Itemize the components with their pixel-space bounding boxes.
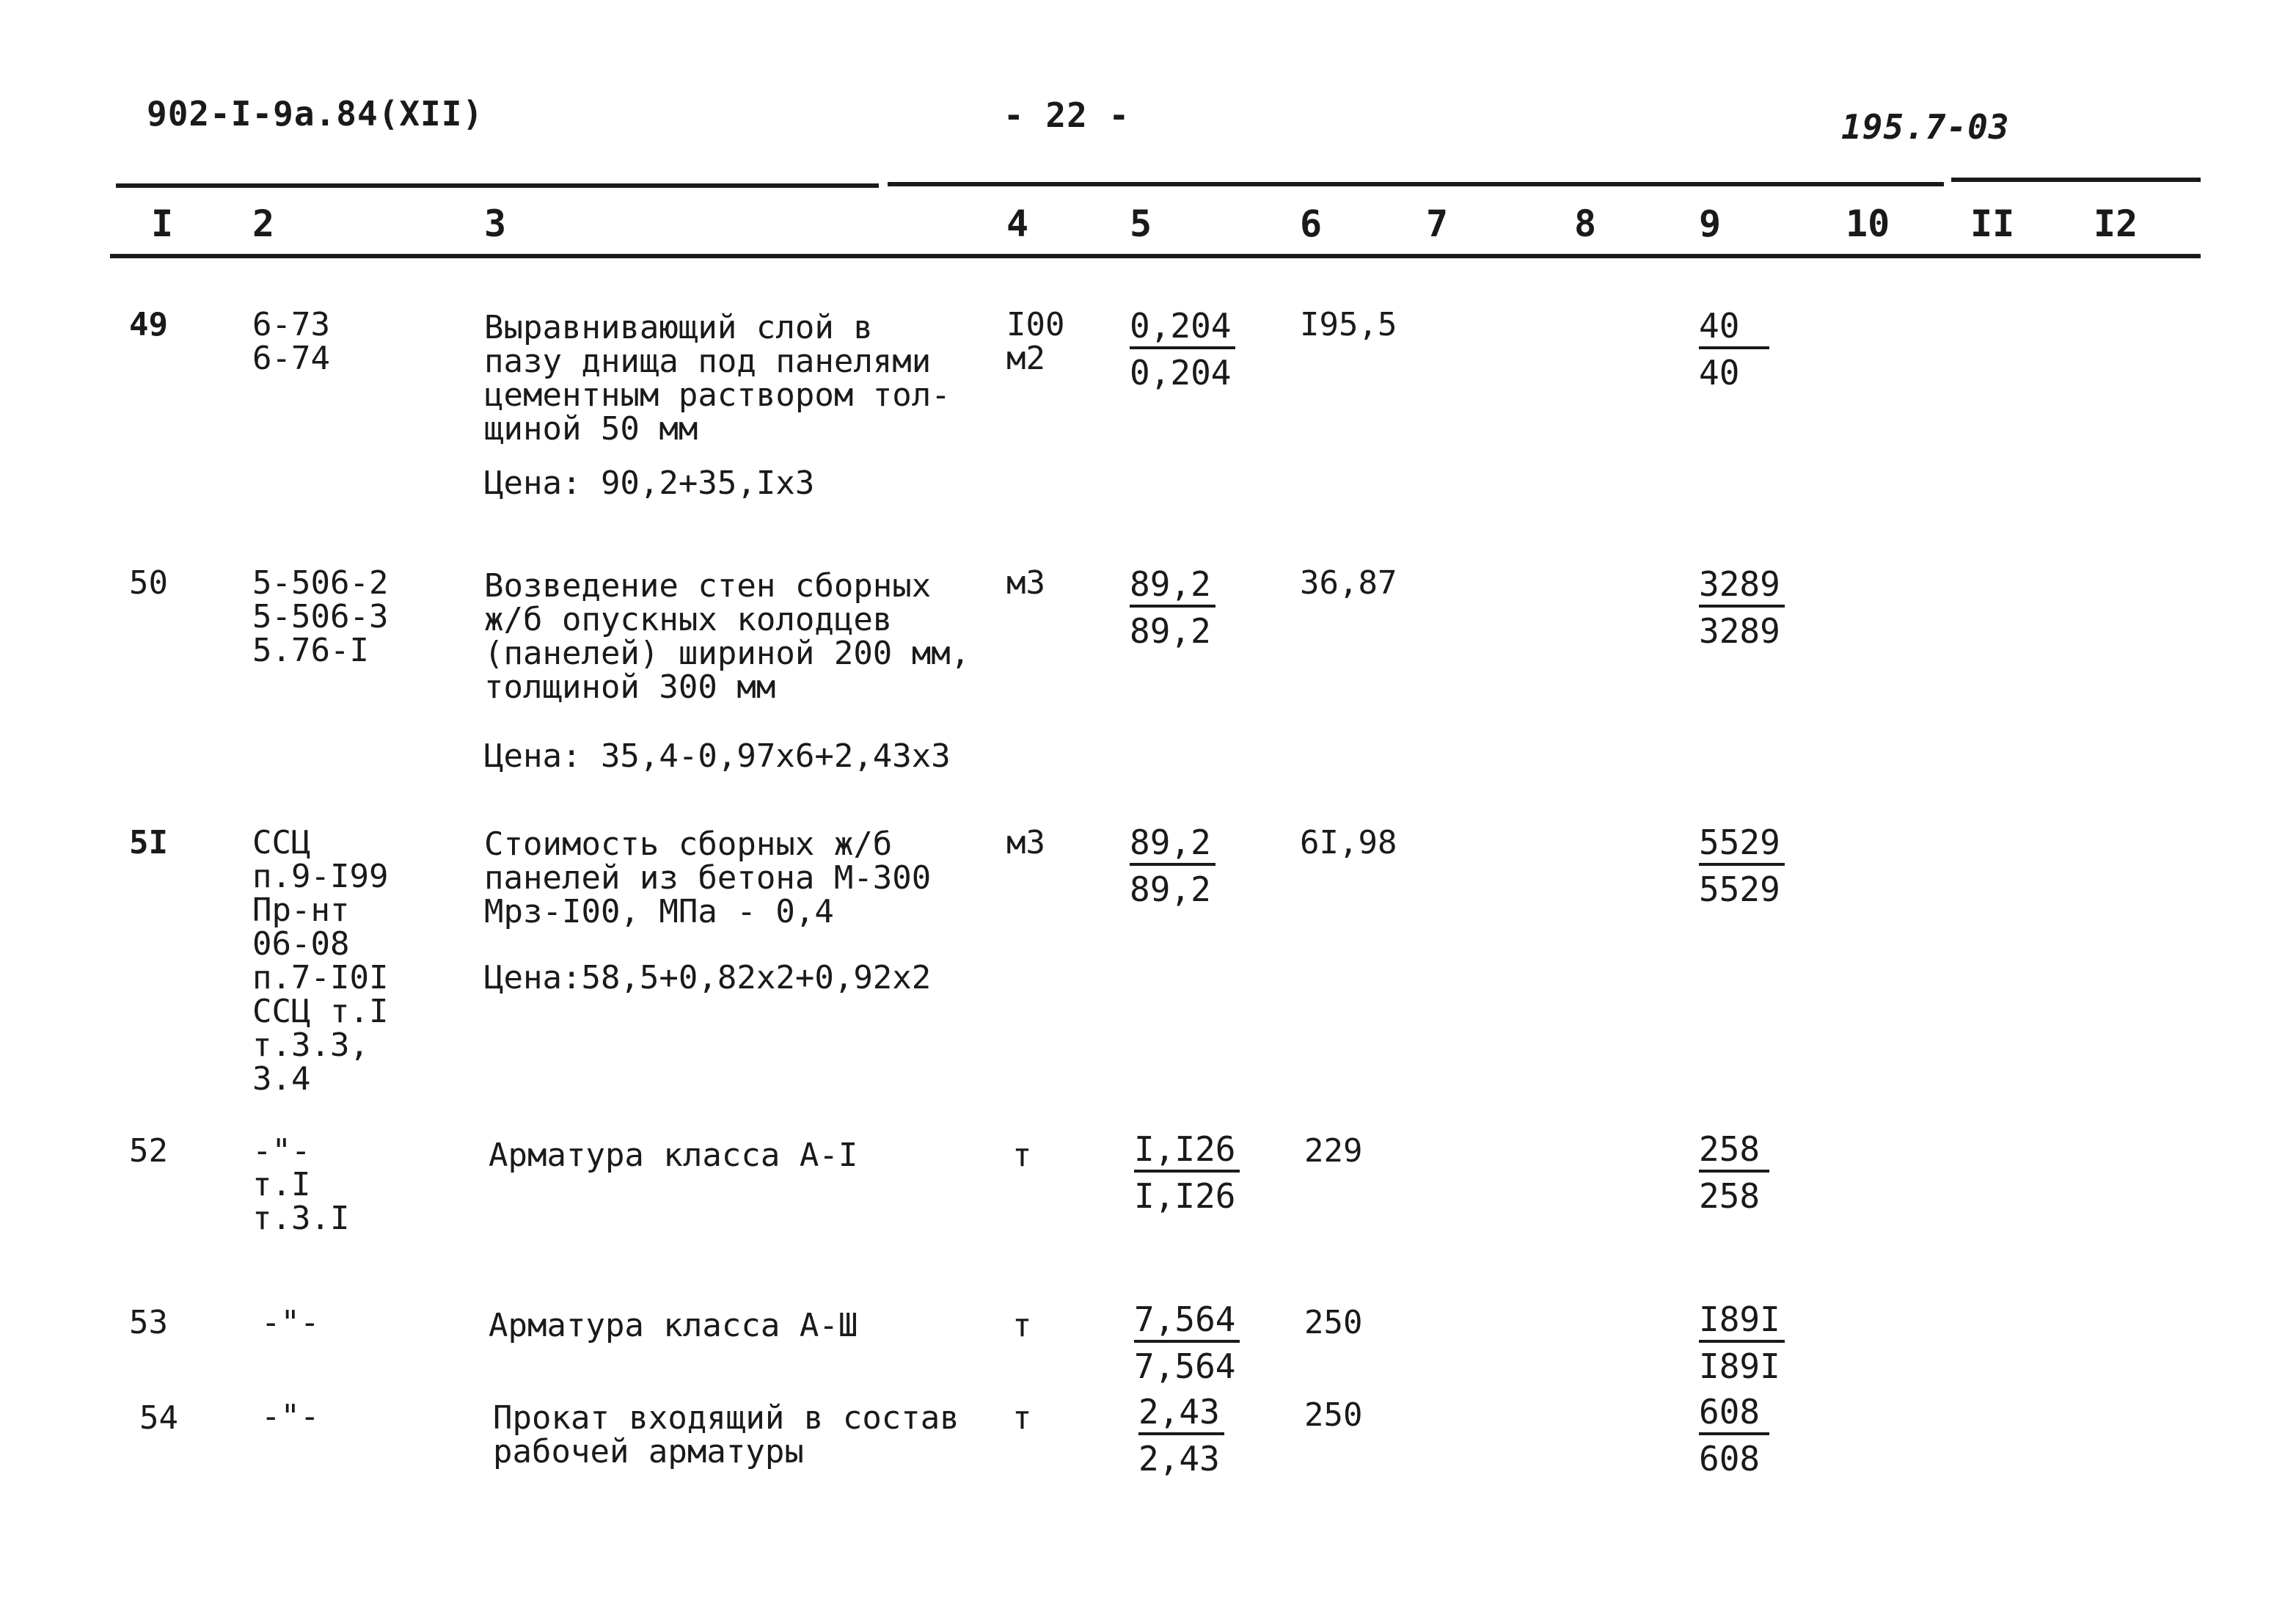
description-line: (панелей) шириной 200 мм, <box>484 635 970 672</box>
cost-denominator: 40 <box>1699 353 1740 393</box>
column-number: 9 <box>1699 203 1722 245</box>
cost-numerator: 5529 <box>1699 823 1785 866</box>
price-formula: Цена: 35,4-0,97х6+2,43х3 <box>484 737 951 775</box>
cost-fraction <box>1699 565 1785 650</box>
unit <box>1012 1401 1032 1435</box>
cost-numerator: 3289 <box>1699 565 1785 608</box>
unit-price: 36,87 <box>1300 564 1397 602</box>
column-number: 8 <box>1574 203 1597 245</box>
column-number: I2 <box>2094 203 2138 245</box>
unit-price: I95,5 <box>1300 306 1397 343</box>
norm-codes <box>252 826 388 1096</box>
cost-numerator: 40 <box>1699 307 1769 349</box>
row-number: 54 <box>139 1399 178 1437</box>
work-description <box>489 1309 858 1343</box>
norm-code: ССЦ т.I <box>252 993 389 1030</box>
quantity-numerator: 7,564 <box>1134 1300 1240 1343</box>
description-line: Прокат входящий в состав <box>493 1399 959 1437</box>
cost-denominator: 608 <box>1699 1439 1761 1479</box>
cost-denominator: 258 <box>1699 1176 1761 1216</box>
table-top-rule-middle <box>888 182 1944 186</box>
description-line: Мрз-I00, МПа - 0,4 <box>484 893 834 930</box>
unit-price: 250 <box>1304 1304 1363 1341</box>
unit-line: I00 <box>1006 306 1065 343</box>
norm-code: -"- <box>261 1304 320 1341</box>
row-number: 50 <box>129 564 168 602</box>
norm-code: 5-506-3 <box>252 598 389 635</box>
description-line: Стоимость сборных ж/б <box>484 825 893 863</box>
norm-codes <box>261 1306 319 1340</box>
quantity-fraction <box>1130 823 1215 908</box>
quantity-numerator: 89,2 <box>1130 823 1215 866</box>
cost-numerator: 608 <box>1699 1393 1769 1435</box>
norm-code: 3.4 <box>252 1060 311 1098</box>
column-number: 3 <box>484 203 507 245</box>
table-top-rule-left <box>116 183 879 188</box>
cost-numerator: I89I <box>1699 1300 1785 1343</box>
unit-price: 229 <box>1304 1132 1363 1170</box>
column-number: 2 <box>252 203 275 245</box>
norm-code: т.3.I <box>252 1200 350 1237</box>
work-description <box>493 1401 959 1469</box>
quantity-denominator: 2,43 <box>1138 1439 1220 1479</box>
unit-line: м2 <box>1006 340 1045 377</box>
column-number: 5 <box>1130 203 1152 245</box>
description-line: цементным раствором тол- <box>484 376 951 414</box>
quantity-fraction <box>1138 1393 1224 1478</box>
description-line: рабочей арматуры <box>493 1433 804 1470</box>
cost-denominator: I89I <box>1699 1346 1780 1386</box>
norm-code: -"- <box>252 1132 311 1170</box>
row-number: 52 <box>129 1132 168 1170</box>
column-number: 10 <box>1846 203 1890 245</box>
norm-codes <box>252 1134 349 1236</box>
quantity-denominator: 0,204 <box>1130 353 1232 393</box>
column-number: 7 <box>1426 203 1449 245</box>
work-description <box>489 1139 858 1173</box>
quantity-numerator: 2,43 <box>1138 1393 1224 1435</box>
unit-line: т <box>1012 1307 1032 1344</box>
unit-price: 250 <box>1304 1396 1363 1434</box>
unit <box>1006 566 1045 600</box>
description-line: Возведение стен сборных <box>484 567 932 605</box>
quantity-denominator: 89,2 <box>1130 870 1211 909</box>
norm-code: ССЦ <box>252 824 311 861</box>
cost-fraction <box>1699 1130 1769 1215</box>
cost-fraction <box>1699 1300 1785 1385</box>
quantity-denominator: 7,564 <box>1134 1346 1236 1386</box>
unit-line: т <box>1012 1399 1032 1437</box>
column-number: 6 <box>1300 203 1323 245</box>
page-number: - 22 - <box>1003 95 1130 135</box>
norm-codes <box>252 566 388 668</box>
unit-line: м3 <box>1006 824 1045 861</box>
description-line: щиной 50 мм <box>484 410 698 448</box>
description-line: Арматура класса А-Ш <box>489 1307 858 1344</box>
quantity-fraction <box>1130 307 1235 392</box>
norm-code: 06-08 <box>252 925 350 963</box>
cost-fraction <box>1699 823 1785 908</box>
quantity-fraction <box>1134 1300 1240 1385</box>
table-header-rule <box>110 254 2201 258</box>
quantity-numerator: 0,204 <box>1130 307 1235 349</box>
work-description <box>484 825 932 930</box>
row-number: 49 <box>129 306 168 343</box>
norm-code: т.3.3, <box>252 1027 369 1064</box>
norm-code: п.9-I99 <box>252 858 389 895</box>
column-number: 4 <box>1006 203 1029 245</box>
cost-numerator: 258 <box>1699 1130 1769 1173</box>
description-line: Арматура класса А-I <box>489 1137 858 1174</box>
quantity-denominator: I,I26 <box>1134 1176 1236 1216</box>
norm-code: 6-74 <box>252 340 330 377</box>
quantity-numerator: I,I26 <box>1134 1130 1240 1173</box>
quantity-numerator: 89,2 <box>1130 565 1215 608</box>
norm-codes <box>261 1400 319 1434</box>
unit-line: м3 <box>1006 564 1045 602</box>
norm-code: 5.76-I <box>252 632 369 669</box>
description-line: пазу днища под панелями <box>484 343 932 380</box>
description-line: ж/б опускных колодцев <box>484 601 893 638</box>
column-number: II <box>1970 203 2015 245</box>
album-code: 195.7-03 <box>1841 107 2010 147</box>
quantity-fraction <box>1134 1130 1240 1215</box>
row-number: 53 <box>129 1304 168 1341</box>
cost-denominator: 5529 <box>1699 870 1780 909</box>
price-formula: Цена: 90,2+35,Iх3 <box>484 464 815 502</box>
norm-code: п.7-I0I <box>252 959 389 996</box>
unit <box>1006 308 1064 376</box>
norm-code: 5-506-2 <box>252 564 389 602</box>
table-top-rule-right <box>1951 178 2201 182</box>
price-formula: Цена:58,5+0,82х2+0,92х2 <box>484 959 932 996</box>
unit-line: т <box>1012 1137 1032 1174</box>
description-line: Выравнивающий слой в <box>484 309 873 346</box>
unit <box>1006 826 1045 860</box>
cost-fraction <box>1699 1393 1769 1478</box>
work-description <box>484 311 951 446</box>
cost-denominator: 3289 <box>1699 611 1780 651</box>
column-number: I <box>151 203 174 245</box>
row-number: 5I <box>129 824 168 861</box>
quantity-denominator: 89,2 <box>1130 611 1211 651</box>
unit-price: 6I,98 <box>1300 824 1397 861</box>
description-line: толщиной 300 мм <box>484 668 776 706</box>
work-description <box>484 569 970 704</box>
norm-codes <box>252 308 330 376</box>
norm-code: Пр-нт <box>252 892 350 929</box>
unit <box>1012 1139 1032 1173</box>
norm-code: 6-73 <box>252 306 330 343</box>
document-code: 902-I-9a.84(XII) <box>147 94 484 134</box>
quantity-fraction <box>1130 565 1215 650</box>
cost-fraction <box>1699 307 1769 392</box>
description-line: панелей из бетона М-300 <box>484 859 932 897</box>
unit <box>1012 1309 1032 1343</box>
norm-code: т.I <box>252 1166 311 1203</box>
norm-code: -"- <box>261 1398 320 1435</box>
